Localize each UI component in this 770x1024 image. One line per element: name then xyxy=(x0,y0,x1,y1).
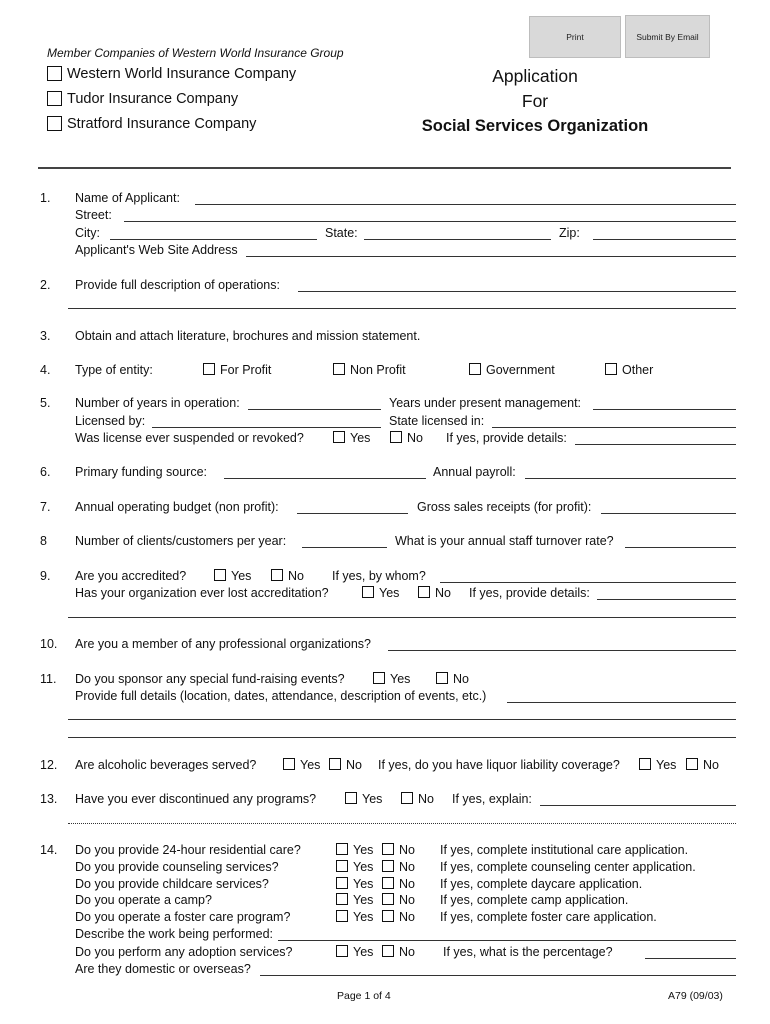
q1-number: 1. xyxy=(40,191,51,205)
q5-state-licensed-label: State licensed in: xyxy=(389,414,485,428)
q11-label: Do you sponsor any special fund-raising events? xyxy=(75,672,345,686)
company-label-stratford: Stratford Insurance Company xyxy=(67,116,257,132)
q5-details-label: If yes, provide details: xyxy=(446,431,567,445)
fundraising-yes-checkbox[interactable] xyxy=(373,672,385,684)
q12-label: Are alcoholic beverages served? xyxy=(75,758,257,772)
page-number: Page 1 of 4 xyxy=(337,990,391,1002)
q14-adoption-label: Do you perform any adoption services? xyxy=(75,945,293,959)
q14-camp-label: Do you operate a camp? xyxy=(75,893,212,907)
q5-suspended-label: Was license ever suspended or revoked? xyxy=(75,431,304,445)
liquor-no-label: No xyxy=(703,758,719,772)
form-code: A79 (09/03) xyxy=(668,990,723,1002)
foster-no-checkbox[interactable] xyxy=(382,910,394,922)
lost-accreditation-details-field[interactable] xyxy=(597,599,736,600)
q14-percentage-label: If yes, what is the percentage? xyxy=(443,945,613,959)
foster-yes-checkbox[interactable] xyxy=(336,910,348,922)
state-licensed-field[interactable] xyxy=(492,427,736,428)
entity-for-profit-label: For Profit xyxy=(220,363,272,377)
q9-details-label: If yes, provide details: xyxy=(469,586,590,600)
counseling-no-checkbox[interactable] xyxy=(382,860,394,872)
q1-name-label: Name of Applicant: xyxy=(75,191,180,205)
q14-domestic-label: Are they domestic or overseas? xyxy=(75,962,251,976)
adoption-no-checkbox[interactable] xyxy=(382,945,394,957)
zip-field[interactable] xyxy=(593,239,736,240)
operating-budget-field[interactable] xyxy=(297,513,408,514)
header-divider xyxy=(38,167,731,169)
member-companies-line: Member Companies of Western World Insurance Group xyxy=(47,46,344,60)
q7-number: 7. xyxy=(40,500,51,514)
childcare-no-label: No xyxy=(399,877,415,891)
entity-other-checkbox[interactable] xyxy=(605,363,617,375)
q9-lost-label: Has your organization ever lost accreditation? xyxy=(75,586,329,600)
annual-payroll-field[interactable] xyxy=(525,478,736,479)
suspended-yes-checkbox[interactable] xyxy=(333,431,345,443)
operations-description-field[interactable] xyxy=(298,291,736,292)
fundraising-details-field-2[interactable] xyxy=(68,719,736,720)
q1-zip-label: Zip: xyxy=(559,226,580,240)
camp-yes-label: Yes xyxy=(353,893,374,907)
alcohol-yes-label: Yes xyxy=(300,758,321,772)
q6-number: 6. xyxy=(40,465,51,479)
state-field[interactable] xyxy=(364,239,551,240)
q4-label: Type of entity: xyxy=(75,363,153,377)
adoption-yes-label: Yes xyxy=(353,945,374,959)
q1-web-label: Applicant's Web Site Address xyxy=(75,243,238,257)
residential-no-checkbox[interactable] xyxy=(382,843,394,855)
work-description-field[interactable] xyxy=(278,940,736,941)
alcohol-yes-checkbox[interactable] xyxy=(283,758,295,770)
q5-years-label: Number of years in operation: xyxy=(75,396,240,410)
lost-accreditation-details-field-2[interactable] xyxy=(68,617,736,618)
discontinued-explain-field-2[interactable] xyxy=(68,823,736,824)
counseling-yes-label: Yes xyxy=(353,860,374,874)
camp-note: If yes, complete camp application. xyxy=(440,893,629,907)
q6-payroll-label: Annual payroll: xyxy=(433,465,516,479)
print-button[interactable]: Print xyxy=(529,16,621,58)
accredited-yes-checkbox[interactable] xyxy=(214,569,226,581)
q10-number: 10. xyxy=(40,637,58,651)
company-label-tudor: Tudor Insurance Company xyxy=(67,91,239,107)
adoption-yes-checkbox[interactable] xyxy=(336,945,348,957)
company-checkbox-stratford[interactable] xyxy=(47,116,62,131)
street-field[interactable] xyxy=(124,221,736,222)
q1-state-label: State: xyxy=(325,226,358,240)
foster-no-label: No xyxy=(399,910,415,924)
clients-per-year-field[interactable] xyxy=(302,547,387,548)
q7-budget-label: Annual operating budget (non profit): xyxy=(75,500,279,514)
childcare-note: If yes, complete daycare application. xyxy=(440,877,643,891)
q12-liquor-label: If yes, do you have liquor liability coverage? xyxy=(378,758,620,772)
discontinued-yes-label: Yes xyxy=(362,792,383,806)
camp-no-label: No xyxy=(399,893,415,907)
q14-describe-label: Describe the work being performed: xyxy=(75,927,274,941)
q11-number: 11. xyxy=(40,672,57,686)
lost-accreditation-no-checkbox[interactable] xyxy=(418,586,430,598)
adoption-percentage-field[interactable] xyxy=(645,958,736,959)
entity-non-profit-label: Non Profit xyxy=(350,363,406,377)
q14-foster-label: Do you operate a foster care program? xyxy=(75,910,291,924)
suspended-details-field[interactable] xyxy=(575,444,736,445)
q3-number: 3. xyxy=(40,329,51,343)
liquor-yes-label: Yes xyxy=(656,758,677,772)
suspended-no-checkbox[interactable] xyxy=(390,431,402,443)
q9-number: 9. xyxy=(40,569,51,583)
years-under-management-field[interactable] xyxy=(593,409,736,410)
entity-non-profit-checkbox[interactable] xyxy=(333,363,345,375)
suspended-no-label: No xyxy=(407,431,423,445)
q6-funding-label: Primary funding source: xyxy=(75,465,208,479)
q5-licensed-label: Licensed by: xyxy=(75,414,146,428)
q1-city-label: City: xyxy=(75,226,100,240)
residential-yes-label: Yes xyxy=(353,843,374,857)
adoption-no-label: No xyxy=(399,945,415,959)
alcohol-no-checkbox[interactable] xyxy=(329,758,341,770)
discontinued-no-checkbox[interactable] xyxy=(401,792,413,804)
lost-accreditation-yes-label: Yes xyxy=(379,586,400,600)
q3-label: Obtain and attach literature, brochures and mission statement. xyxy=(75,329,421,343)
q9-by-whom-label: If yes, by whom? xyxy=(332,569,426,583)
counseling-yes-checkbox[interactable] xyxy=(336,860,348,872)
q14-residential-label: Do you provide 24-hour residential care? xyxy=(75,843,301,857)
fundraising-no-label: No xyxy=(453,672,469,686)
q8-clients-label: Number of clients/customers per year: xyxy=(75,534,287,548)
alcohol-no-label: No xyxy=(346,758,362,772)
company-checkbox-tudor[interactable] xyxy=(47,91,62,106)
camp-no-checkbox[interactable] xyxy=(382,893,394,905)
childcare-yes-checkbox[interactable] xyxy=(336,877,348,889)
entity-government-label: Government xyxy=(486,363,555,377)
company-checkbox-western-world[interactable] xyxy=(47,66,62,81)
company-label-western-world: Western World Insurance Company xyxy=(67,66,297,82)
q14-counseling-label: Do you provide counseling services? xyxy=(75,860,279,874)
page-title: Social Services Organization xyxy=(421,117,649,135)
childcare-no-checkbox[interactable] xyxy=(382,877,394,889)
foster-yes-label: Yes xyxy=(353,910,374,924)
submit-by-email-button[interactable]: Submit By Email xyxy=(625,15,710,58)
q12-number: 12. xyxy=(40,758,58,772)
residential-note: If yes, complete institutional care application. xyxy=(440,843,689,857)
q13-explain-label: If yes, explain: xyxy=(452,792,532,806)
residential-yes-checkbox[interactable] xyxy=(336,843,348,855)
city-field[interactable] xyxy=(110,239,317,240)
applicant-name-field[interactable] xyxy=(195,204,736,205)
discontinued-yes-checkbox[interactable] xyxy=(345,792,357,804)
licensed-by-field[interactable] xyxy=(152,427,381,428)
q14-childcare-label: Do you provide childcare services? xyxy=(75,877,269,891)
lost-accreditation-yes-checkbox[interactable] xyxy=(362,586,374,598)
funding-source-field[interactable] xyxy=(224,478,426,479)
q2-label: Provide full description of operations: xyxy=(75,278,280,292)
accredited-no-checkbox[interactable] xyxy=(271,569,283,581)
turnover-rate-field[interactable] xyxy=(625,547,736,548)
q9-accredited-label: Are you accredited? xyxy=(75,569,187,583)
operations-description-field-2[interactable] xyxy=(68,308,736,309)
q11-details-label: Provide full details (location, dates, attendance, description of events, etc.) xyxy=(75,689,487,703)
accredited-no-label: No xyxy=(288,569,304,583)
lost-accreditation-no-label: No xyxy=(435,586,451,600)
professional-organizations-field[interactable] xyxy=(388,650,736,651)
liquor-yes-checkbox[interactable] xyxy=(639,758,651,770)
q5-number: 5. xyxy=(40,396,51,410)
years-in-operation-field[interactable] xyxy=(248,409,381,410)
title-application: Application xyxy=(492,66,578,86)
q14-number: 14. xyxy=(40,843,58,857)
counseling-note: If yes, complete counseling center application. xyxy=(440,860,696,874)
childcare-yes-label: Yes xyxy=(353,877,374,891)
discontinued-explain-field[interactable] xyxy=(540,805,736,806)
q2-number: 2. xyxy=(40,278,51,292)
suspended-yes-label: Yes xyxy=(350,431,371,445)
title-for: For xyxy=(521,91,549,111)
liquor-no-checkbox[interactable] xyxy=(686,758,698,770)
counseling-no-label: No xyxy=(399,860,415,874)
q8-turnover-label: What is your annual staff turnover rate? xyxy=(395,534,614,548)
discontinued-no-label: No xyxy=(418,792,434,806)
entity-other-label: Other xyxy=(622,363,654,377)
q13-number: 13. xyxy=(40,792,58,806)
q1-street-label: Street: xyxy=(75,208,112,222)
foster-note: If yes, complete foster care application. xyxy=(440,910,657,924)
fundraising-yes-label: Yes xyxy=(390,672,411,686)
q4-number: 4. xyxy=(40,363,51,377)
website-field[interactable] xyxy=(246,256,736,257)
entity-for-profit-checkbox[interactable] xyxy=(203,363,215,375)
fundraising-no-checkbox[interactable] xyxy=(436,672,448,684)
accredited-by-field[interactable] xyxy=(440,582,736,583)
camp-yes-checkbox[interactable] xyxy=(336,893,348,905)
fundraising-details-field-3[interactable] xyxy=(68,737,736,738)
q8-number: 8 xyxy=(40,534,47,548)
fundraising-details-field[interactable] xyxy=(507,702,736,703)
q10-label: Are you a member of any professional organizations? xyxy=(75,637,371,651)
entity-government-checkbox[interactable] xyxy=(469,363,481,375)
gross-sales-field[interactable] xyxy=(601,513,736,514)
q5-mgmt-label: Years under present management: xyxy=(389,396,582,410)
q13-label: Have you ever discontinued any programs? xyxy=(75,792,317,806)
residential-no-label: No xyxy=(399,843,415,857)
accredited-yes-label: Yes xyxy=(231,569,252,583)
q7-gross-label: Gross sales receipts (for profit): xyxy=(417,500,592,514)
domestic-overseas-field[interactable] xyxy=(260,975,736,976)
